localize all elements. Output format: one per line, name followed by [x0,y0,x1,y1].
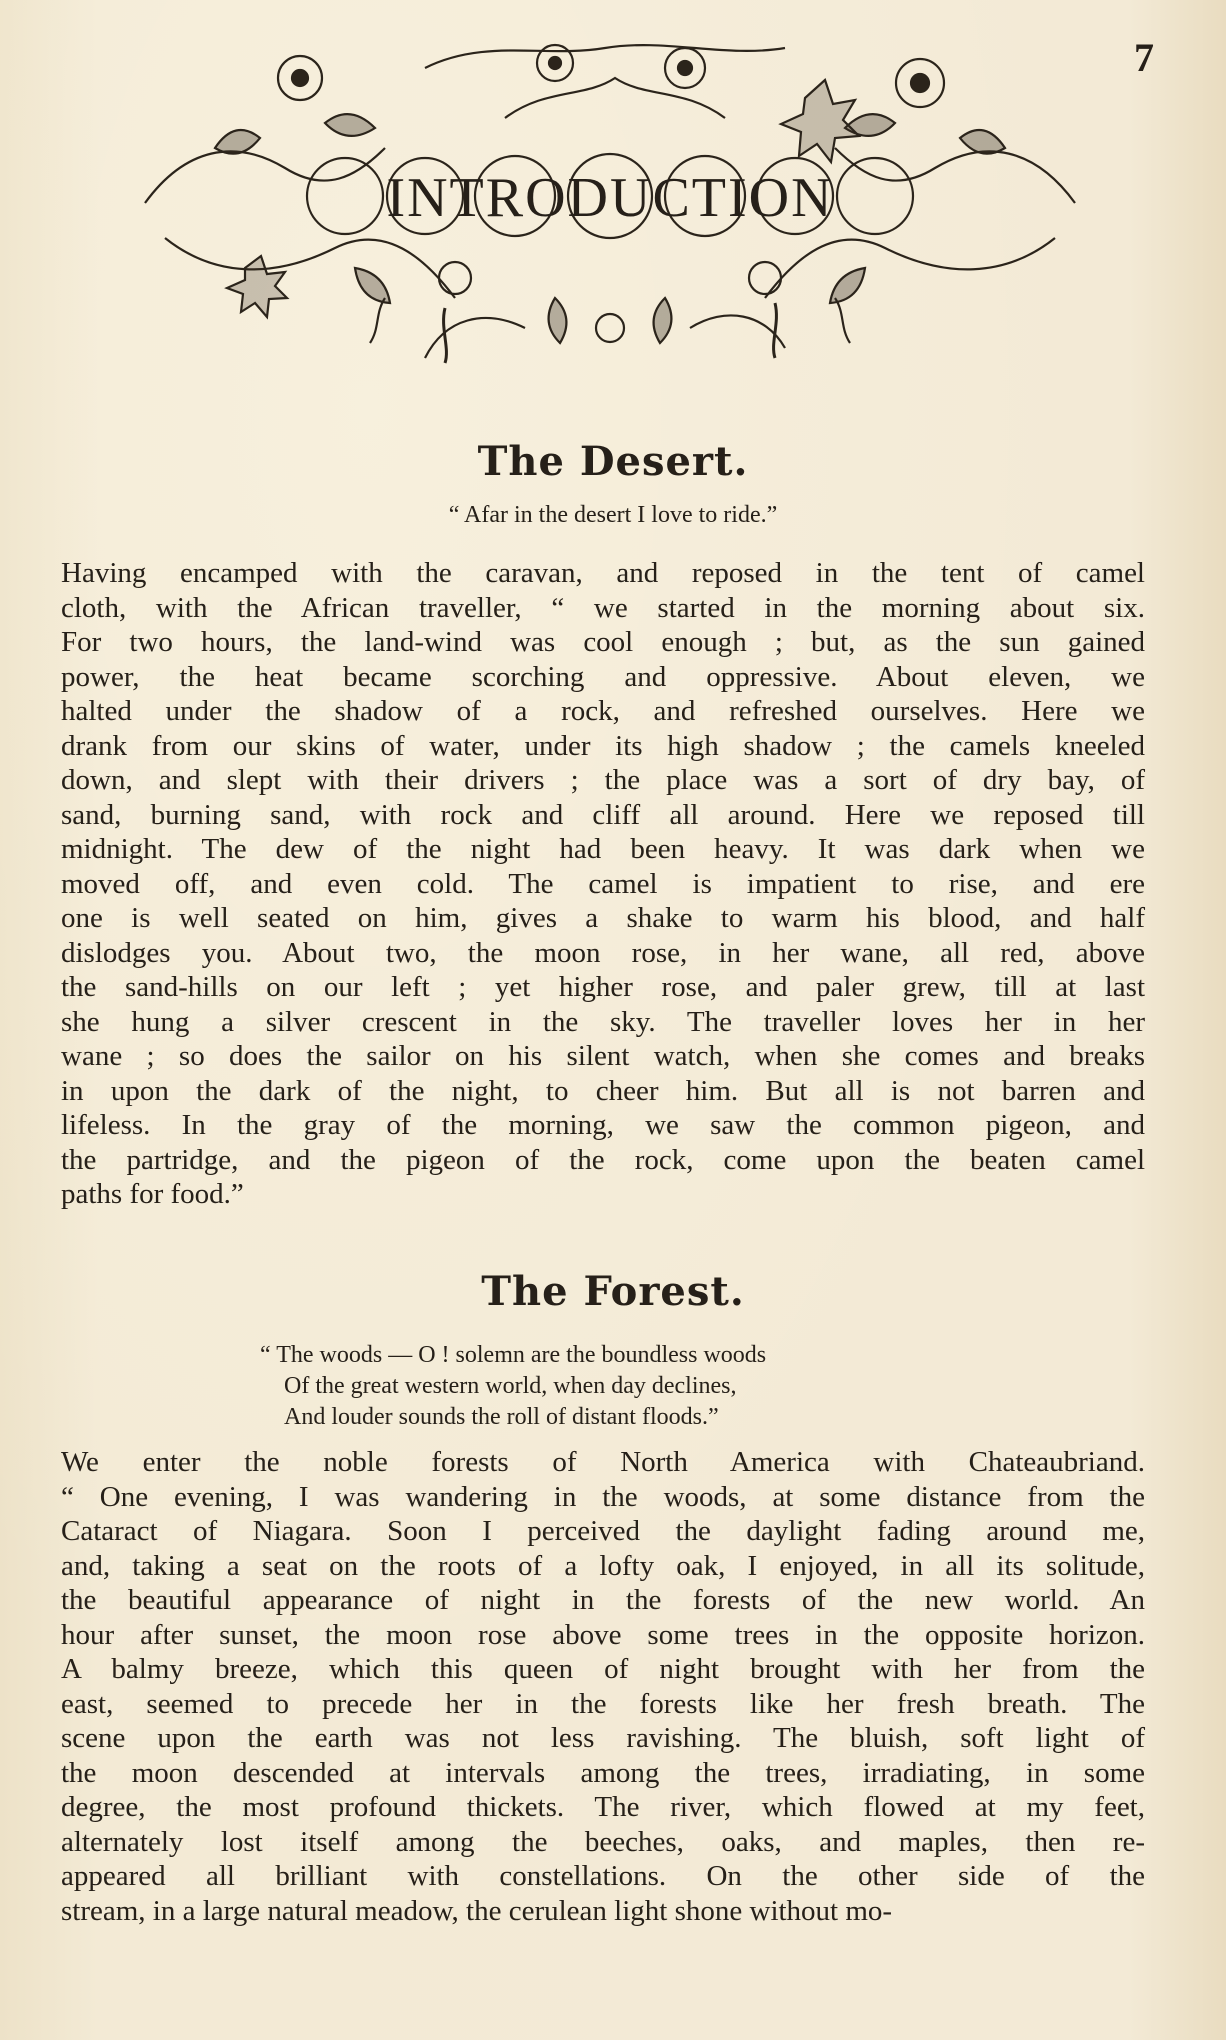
text-line: one is well seated on him, gives a shake to warm his blood, and half [61,902,1145,934]
text-line: the moon descended at intervals among the trees, irradiating, in some [61,1756,1145,1789]
text-line: A balmy breeze, which this queen of night brought with her from the [61,1653,1145,1685]
heading-title: INTRODUCTION [386,167,834,229]
ornamental-heading [125,28,1095,368]
paragraph-forest [61,1445,1145,1928]
text-line: moved off, and even cold. The camel is impatient to rise, and ere [61,867,1145,900]
text-line: down, and slept with their drivers ; the place was a sort of dry bay, of [61,764,1145,796]
text-line: appeared all brilliant with constellations. On the other side of the [61,1860,1145,1892]
text-line: east, seemed to precede her in the forests like her fresh breath. The [61,1687,1145,1720]
text-line: midnight. The dew of the night had been heavy. It was dark when we [61,833,1145,865]
text-line: alternately lost itself among the beeches, oaks, and maples, then re- [61,1825,1145,1858]
text-line: dislodges you. About two, the moon rose, in her wane, all red, above [61,936,1145,969]
poem-line: “ The woods — O ! solemn are the boundless woods [260,1342,767,1368]
epigraph-forest-poem [260,1340,1020,1433]
page-number: 7 [1134,35,1154,80]
text-line: power, the heat became scorching and oppressive. About eleven, we [61,660,1145,693]
text-line: lifeless. In the gray of the morning, we saw the common pigeon, and [61,1109,1145,1141]
section-title-desert: The Desert. [477,438,749,485]
text-line: and, taking a seat on the roots of a lofty oak, I enjoyed, in all its solitude, [61,1549,1145,1582]
text-line: the beautiful appearance of night in the forests of the new world. An [61,1584,1145,1616]
text-line: “ One evening, I was wandering in the woods, at some distance from the [61,1480,1145,1513]
poem-line: And louder sounds the roll of distant floods.” [284,1404,719,1430]
text-line: paths for food.” [61,1178,244,1210]
text-line: cloth, with the African traveller, “ we started in the morning about six. [61,591,1145,624]
text-line: scene upon the earth was not less ravishing. The bluish, soft light of [61,1722,1145,1754]
text-line: the partridge, and the pigeon of the rock, come upon the beaten camel [61,1143,1145,1176]
text-line: hour after sunset, the moon rose above some trees in the opposite horizon. [61,1618,1145,1651]
text-line: stream, in a large natural meadow, the cerulean light shone without mo- [61,1894,893,1927]
paragraph-desert [61,556,1145,1212]
text-line: drank from our skins of water, under its high shadow ; the camels kneeled [61,729,1145,762]
text-line: in upon the dark of the night, to cheer him. But all is not barren and [61,1074,1145,1107]
text-line: degree, the most profound thickets. The river, which flowed at my feet, [61,1791,1145,1823]
text-line: sand, burning sand, with rock and cliff all around. Here we reposed till [61,798,1145,831]
text-line: she hung a silver crescent in the sky. The traveller loves her in her [61,1005,1145,1038]
text-line: wane ; so does the sailor on his silent watch, when she comes and breaks [61,1040,1145,1072]
text-line: For two hours, the land-wind was cool enough ; but, as the sun gained [61,626,1145,658]
text-line: halted under the shadow of a rock, and refreshed ourselves. Here we [61,695,1145,727]
section-title-forest: The Forest. [481,1268,745,1315]
text-line: Having encamped with the caravan, and reposed in the tent of camel [61,557,1145,589]
poem-line: Of the great western world, when day declines, [284,1373,737,1399]
text-line: the sand-hills on our left ; yet higher rose, and paler grew, till at last [61,971,1145,1003]
text-line: Cataract of Niagara. Soon I perceived the daylight fading around me, [61,1515,1145,1547]
text-line: We enter the noble forests of North America with Chateaubriand. [61,1446,1145,1478]
epigraph-desert: “ Afar in the desert I love to ride.” [448,502,778,528]
